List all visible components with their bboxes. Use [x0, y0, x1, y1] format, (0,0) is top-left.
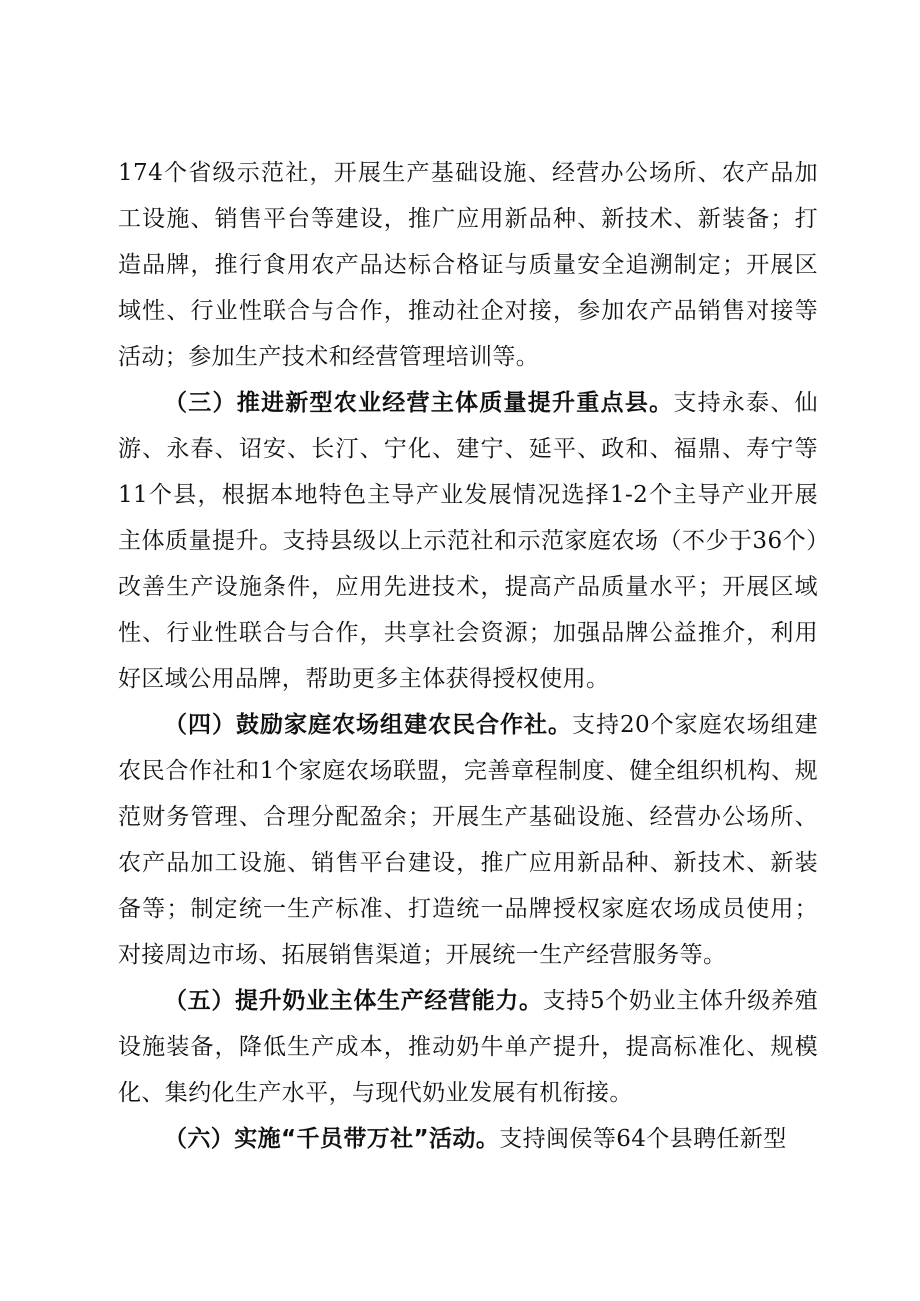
paragraph-section-4 [118, 702, 818, 978]
paragraph-body: 支持永泰、仙游、永春、诏安、长汀、宁化、建宁、延平、政和、福鼎、寿宁等11个县，根据本地特色主导产业发展情况选择1-2个主导产业开展主体质量提升。支持县级以上示范社和示范家庭农场（不少于36个）改善生产设施条件，应用先进技术，提高产品质量水平；开展区域性、行业性联合与合作，共享社会资源；加强品牌公益推介，利用好区域公用品牌，帮助更多主体获得授权使用。 [118, 390, 818, 692]
paragraph-continued [118, 150, 818, 380]
paragraph-body: 支持20个家庭农场组建农民合作社和1个家庭农场联盟，完善章程制度、健全组织机构、规范财务管理、合理分配盈余；开展生产基础设施、经营办公场所、农产品加工设施、销售平台建设，推广应用新品种、新技术、新装备等；制定统一生产标准、打造统一品牌授权家庭农场成员使用；对接周边市场、拓展销售渠道；开展统一生产经营服务等。 [118, 712, 818, 968]
section-heading: （三）推进新型农业经营主体质量提升重点县。 [164, 390, 674, 416]
paragraph-section-5 [118, 978, 818, 1116]
section-heading: （六）实施“千员带万社”活动。 [164, 1126, 500, 1152]
paragraph-body: 174个省级示范社，开展生产基础设施、经营办公场所、农产品加工设施、销售平台等建设，推广应用新品种、新技术、新装备；打造品牌，推行食用农产品达标合格证与质量安全追溯制定；开展区域性、行业性联合与合作，推动社企对接，参加农产品销售对接等活动；参加生产技术和经营管理培训等。 [118, 160, 818, 370]
section-heading: （五）提升奶业主体生产经营能力。 [164, 988, 543, 1014]
paragraph-body: 支持5个奶业主体升级养殖设施装备，降低生产成本，推动奶牛单产提升，提高标准化、规模化、集约化生产水平，与现代奶业发展有机衔接。 [118, 988, 818, 1106]
paragraph-section-3 [118, 380, 818, 702]
section-heading: （四）鼓励家庭农场组建农民合作社。 [164, 712, 572, 738]
paragraph-body: 支持闽侯等64个县聘任新型 [499, 1126, 787, 1152]
paragraph-section-6 [118, 1116, 818, 1162]
document-page [118, 150, 818, 1162]
